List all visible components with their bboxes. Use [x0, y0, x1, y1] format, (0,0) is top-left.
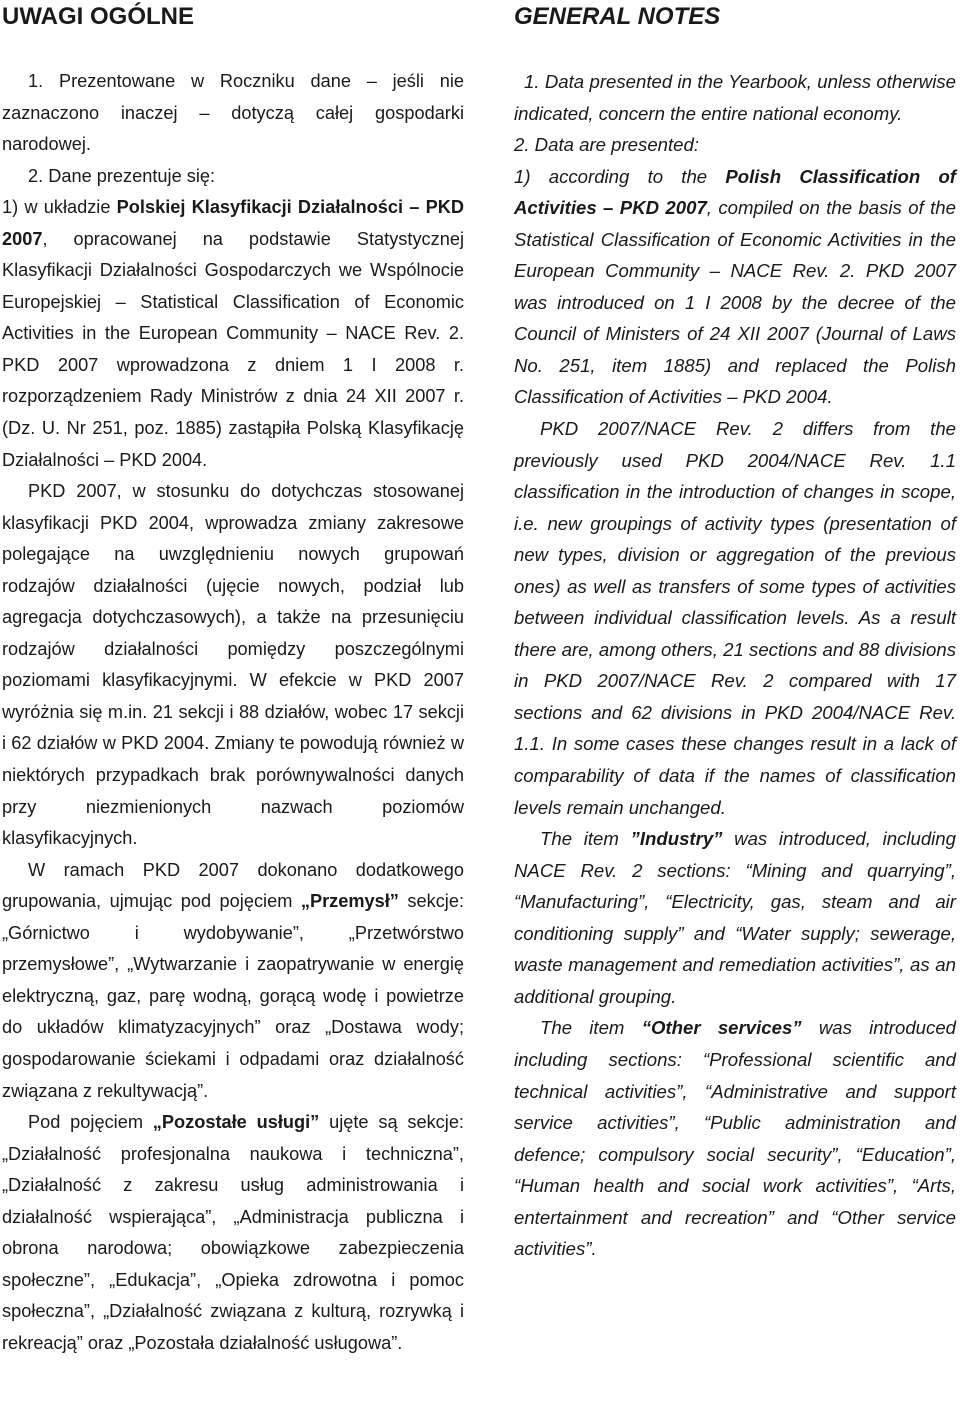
pl-pkd-changes-paragraph: PKD 2007, w stosunku do dotychczas stosowanej klasyfikacji PKD 2004, wprowadza zmiany zakresowe polegające na uwzględnieniu nowych grupowań rodzajów działalności (ujęcie nowych, podział lub agregacja dotychczasowych), a także na przesunięciu rodzajów działalności pomiędzy poszczególnymi poziomami klasyfikacyjnymi. W efekcie w PKD 2007 wyróżnia się m.in. 21 sekcji i 88 działów, wobec 17 sekcji i 62 działów w PKD 2004. Zmiany te powodują również w niektórych przypadkach brak porównywalności danych przy niezmienionych nazwach poziomów klasyfikacyjnych.	[2, 481, 464, 849]
pl-industry-body: sekcje: „Górnictwo i wydobywanie”, „Przetwórstwo przemysłowe”, „Wytwarzanie i zaopatrywanie w energię elektryczną, gaz, parę wodną, gorącą wodę i powietrze do układów klimatyzacyjnych” oraz „Dostawa wody; gospodarowanie ściekami i odpadami oraz działalność związana z rekultywacją”.	[2, 891, 464, 1101]
pl-other-services-lead: Pod pojęciem	[28, 1112, 153, 1133]
pl-other-services-paragraph	[2, 1107, 464, 1359]
english-column	[512, 0, 960, 1265]
pl-pkd-term: Polskiej Klasyfikacji Działalności – PKD 2007	[2, 197, 464, 249]
pl-note-2-lead: 2. Dane prezentuje się:	[28, 165, 216, 186]
en-note-1: 1. Data presented in the Yearbook, unless otherwise indicated, concern the entire national economy.	[514, 71, 956, 124]
pl-other-services-term: „Pozostałe usługi”	[152, 1112, 320, 1133]
en-pkd-term: Polish Classification of Activities – PKD 2007	[514, 165, 956, 219]
polish-column	[0, 0, 472, 1359]
en-other-services-body: was introduced including sections: “Professional scientific and technical activities”, “Administrative and support service activities”, “Public administration and defence; compulsory social security”, “Education”, “Human health and social work activities”, “Arts, entertainment and recreation” and “Other service activities”.	[514, 1017, 956, 1260]
pl-item-1-prefix: 1) w układzie	[2, 197, 117, 218]
en-note-2-item-1	[514, 161, 956, 413]
pl-other-services-body: ujęte są sekcje: „Działalność profesjonalna naukowa i techniczna”, „Działalność z zakresu usług administrowania i działalność wspierająca”, „Administracja publiczna i obrona narodowa; obowiązkowe zabezpieczenia społeczne”, „Edukacja”, „Opieka zdrowotna i pomoc społeczna”, „Działalność związana z kulturą, rozrywką i rekreacją” oraz „Pozostała działalność usługowa”.	[2, 1112, 464, 1353]
en-heading: GENERAL NOTES	[514, 3, 721, 30]
pl-industry-lead: W ramach PKD 2007 dokonano dodatkowego grupowania, ujmując pod pojęciem	[2, 859, 464, 912]
en-industry-term: ”Industry”	[630, 828, 723, 850]
pl-industry-term: „Przemysł”	[300, 891, 399, 912]
pl-note-2-item-1	[2, 192, 464, 476]
en-other-services-paragraph	[514, 1012, 956, 1264]
en-item-1-body: , compiled on the basis of the Statistical Classification of Economic Activities in the European Community – NACE Rev. 2. PKD 2007 was introduced on 1 I 2008 by the decree of the Council of Ministers of 24 XII 2007 (Journal of Laws No. 251, item 1885) and replaced the Polish Classification of Activities – PKD 2004.	[514, 197, 956, 408]
pl-note-1: 1. Prezentowane w Roczniku dane – jeśli nie zaznaczono inaczej – dotyczą całej gospodarki narodowej.	[2, 71, 464, 155]
pl-item-1-body: , opracowanej na podstawie Statystycznej Klasyfikacji Działalności Gospodarczych we Wspólnocie Europejskiej – Statistical Classification of Economic Activities in the European Community – NACE Rev. 2. PKD 2007 wprowadzona z dniem 1 I 2008 r. rozporządzeniem Rady Ministrów z dnia 24 XII 2007 r. (Dz. U. Nr 251, poz. 1885) zastąpiła Polską Klasyfikację Działalności – PKD 2004.	[2, 228, 464, 470]
en-note-2-lead: 2. Data are presented:	[514, 134, 700, 156]
en-industry-paragraph	[514, 823, 956, 1012]
en-other-services-term: “Other services”	[641, 1017, 802, 1039]
en-item-1-prefix: 1) according to the	[514, 165, 726, 187]
en-pkd-changes-paragraph: PKD 2007/NACE Rev. 2 differs from the previously used PKD 2004/NACE Rev. 1.1 classification in the introduction of changes in scope, i.e. new groupings of activity types (presentation of new types, division or aggregation of the previous ones) as well as transfers of some types of activities between individual classification levels. As a result there are, among others, 21 sections and 88 divisions in PKD 2007/NACE Rev. 2 compared with 17 sections and 62 divisions in PKD 2004/NACE Rev. 1.1. In some cases these changes result in a lack of comparability of data if the names of classification levels remain unchanged.	[514, 418, 956, 818]
en-other-services-lead: The item	[540, 1017, 642, 1039]
en-industry-body: was introduced, including NACE Rev. 2 sections: “Mining and quarrying”, “Manufacturing”, “Electricity, gas, steam and air conditioning supply” and “Water supply; sewerage, waste management and remediation activities”, as an additional grouping.	[514, 828, 956, 1007]
pl-heading: UWAGI OGÓLNE	[2, 3, 194, 30]
en-industry-lead: The item	[540, 828, 631, 850]
pl-industry-paragraph	[2, 855, 464, 1107]
